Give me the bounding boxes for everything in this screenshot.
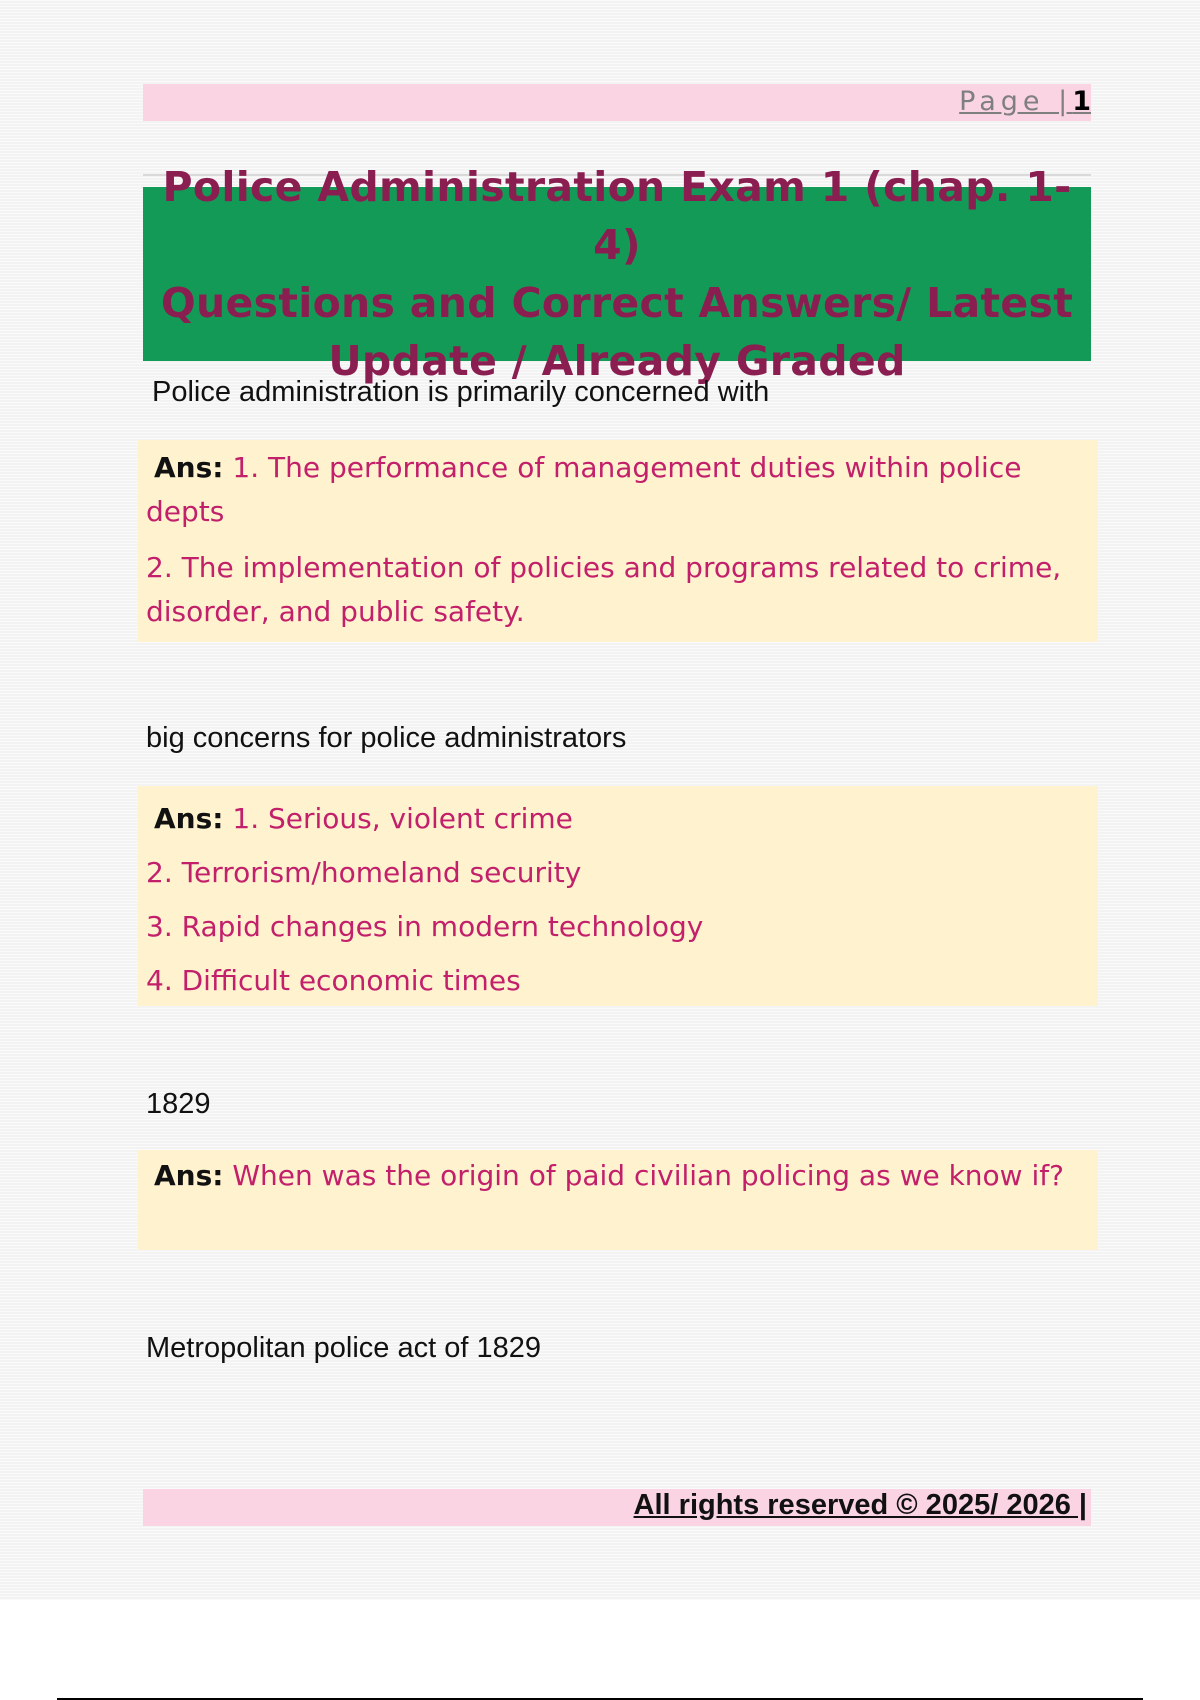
question-2: big concerns for police administrators [146,722,627,754]
question-1: Police administration is primarily concerned with [152,376,770,408]
answer-1-line-1 [146,446,1090,534]
answer-text: When was the origin of paid civilian policing as we know if? [232,1159,1064,1192]
answer-2-line-4: 4. Difficult economic times [146,964,521,997]
copyright-text: All rights reserved © 2025/ 2026 | [633,1489,1087,1521]
header-band [143,84,1091,121]
answer-2-line-2: 2. Terrorism/homeland security [146,856,582,889]
answer-label: Ans: [154,451,224,484]
document-title [143,158,1091,390]
answer-box-1 [138,440,1098,642]
answer-2-line-3: 3. Rapid changes in modern technology [146,910,704,943]
title-line-2: Questions and Correct Answers/ Latest [160,279,1074,327]
answer-label: Ans: [154,1159,224,1192]
question-3: 1829 [146,1088,211,1120]
footer-band [143,1489,1091,1526]
question-4: Metropolitan police act of 1829 [146,1332,541,1364]
title-line-3: Update / Already Graded [328,337,906,385]
answer-label: Ans: [154,802,224,835]
answer-3-line-1 [146,1154,1090,1198]
answer-box-2 [138,786,1098,1006]
answer-1-line-2: 2. The implementation of policies and programs related to crime, disorder, and public safety. [146,551,1062,628]
answer-text: 1. Serious, violent crime [232,802,573,835]
answer-text: 1. The performance of management duties within police depts [146,451,1022,528]
title-box [143,163,1091,385]
page-number-value: 1 [1072,86,1091,117]
page-label: Page | [959,86,1073,117]
title-line-1: Police Administration Exam 1 (chap. 1-4) [162,163,1072,269]
answer-box-3 [138,1150,1098,1250]
answer-2-line-1 [146,792,1090,846]
page-number [959,86,1091,117]
